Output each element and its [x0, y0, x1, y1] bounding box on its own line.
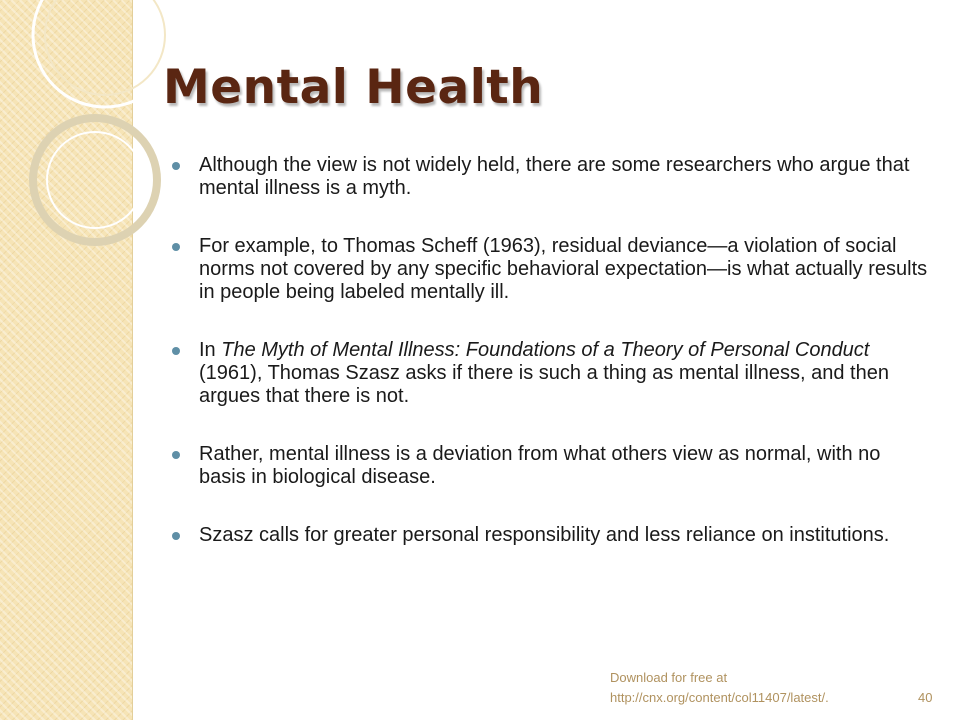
bullet-item — [172, 235, 932, 304]
decorative-circles — [0, 0, 200, 300]
footer-line-1: Download for free at — [610, 670, 728, 685]
footer-line-2: http://cnx.org/content/col11407/latest/. — [610, 690, 829, 705]
bullet-item — [172, 443, 932, 489]
bullet-item — [172, 524, 932, 547]
bullet-dot-icon — [172, 451, 180, 459]
footer-download-note — [610, 668, 880, 708]
bullet-text-end: (1961), Thomas Szasz asks if there is such a thing as mental illness, and then argues that there is not. — [199, 362, 889, 407]
bullet-text: Rather, mental illness is a deviation from what others view as normal, with no basis in biological disease. — [199, 443, 881, 488]
bullet-text-start: In — [199, 339, 222, 361]
bullet-text: Although the view is not widely held, there are some researchers who argue that mental illness is a myth. — [199, 154, 910, 199]
bullet-dot-icon — [172, 162, 180, 170]
bullet-dot-icon — [172, 532, 180, 540]
slide-title: Mental Health — [163, 60, 544, 115]
bullet-item — [172, 154, 932, 200]
bullet-item — [172, 339, 932, 408]
bullet-list — [172, 154, 932, 582]
bullet-dot-icon — [172, 347, 180, 355]
bullet-dot-icon — [172, 243, 180, 251]
page-number: 40 — [918, 690, 933, 705]
book-title: The Myth of Mental Illness: Foundations of a Theory of Personal Conduct — [221, 339, 870, 361]
bullet-text: For example, to Thomas Scheff (1963), residual deviance—a violation of social norms not covered by any specific behavioral expectation—is what actually results in people being labeled mentally ill. — [199, 235, 928, 303]
bullet-text: Szasz calls for greater personal responsibility and less reliance on institutions. — [199, 524, 890, 546]
